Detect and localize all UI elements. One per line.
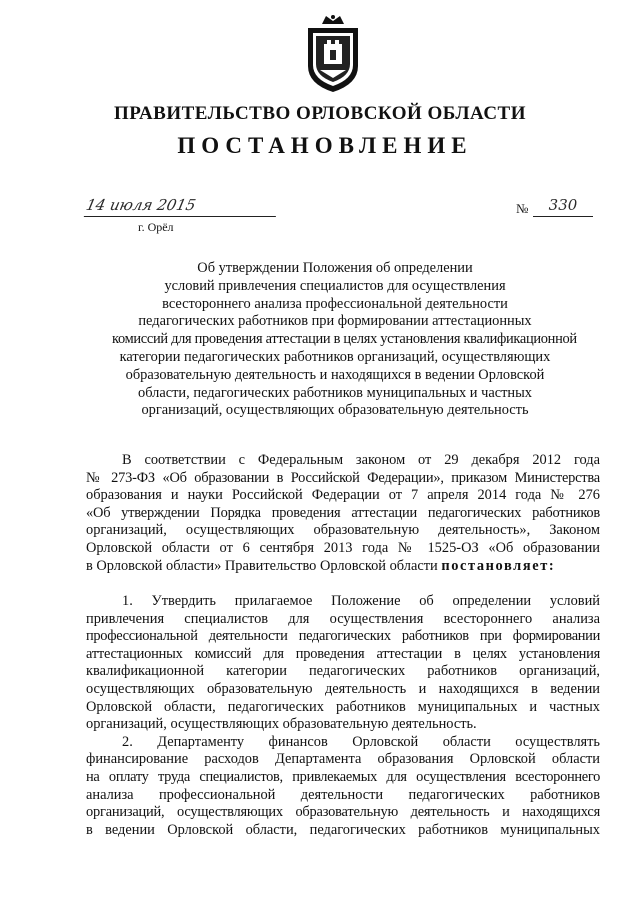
coat-of-arms-icon (302, 14, 364, 94)
decree-title (112, 260, 577, 420)
text-fragment: в Орловской области» Правительство Орловской области (86, 557, 438, 574)
text-line: аттестационных комиссий для проведения аттестации в целях установления (86, 645, 600, 662)
text-line: квалификационной категории педагогических работников организаций, (86, 663, 600, 680)
text-line: № 273-ФЗ «Об образовании в Российской Федерации», приказом Министерства (86, 469, 600, 486)
text-line (86, 558, 600, 576)
title-line: педагогических работников при формировании аттестационных (138, 313, 532, 330)
text-line: в ведении Орловской области, педагогических работников муниципальных (86, 821, 600, 838)
item-1-paragraph (86, 593, 600, 839)
text-line: организаций, осуществляющих образовательную деятельность. (86, 716, 477, 733)
document-type: ПОСТАНОВЛЕНИЕ (177, 133, 473, 158)
text-line: организаций, осуществляющих образовательную деятельность и находящихся (86, 804, 600, 821)
text-line: организаций, осуществляющих образовательную деятельность», Законом (86, 522, 600, 539)
number-label: № (516, 201, 529, 216)
city-label: г. Орёл (138, 220, 174, 234)
text-line: на оплату труда специалистов, привлекаемых для осуществления всестороннего (86, 768, 600, 785)
text-line: финансирование расходов Департамента образования Орловской области (86, 751, 600, 768)
title-line: области, педагогических работников муниципальных и частных (138, 384, 532, 401)
text-line: профессиональной деятельности педагогических работников при формировании (86, 628, 600, 645)
text-line: Орловской области от 6 сентября 2013 года № 1525-ОЗ «Об образовании (86, 539, 600, 556)
title-line: образовательную деятельность и находящихся в ведении Орловской (125, 366, 545, 383)
resolve-keyword: постановляет: (441, 557, 556, 574)
title-line: всестороннего анализа профессиональной деятельности (162, 295, 508, 312)
title-line: Об утверждении Положения об определении (197, 260, 473, 276)
text-line: привлечения специалистов для осуществления всестороннего анализа (86, 610, 600, 627)
text-line: 1. Утвердить прилагаемое Положение об определении условий (122, 593, 600, 609)
preamble-paragraph (86, 452, 600, 575)
title-line: организаций, осуществляющих образовательную деятельность (141, 402, 529, 419)
text-line: образования и науки Российской Федерации от 7 апреля 2014 года № 276 (86, 487, 600, 504)
text-line: В соответствии с Федеральным законом от 29 декабря 2012 года (122, 452, 600, 468)
title-line: категории педагогических работников организаций, осуществляющих (119, 348, 551, 365)
text-line: «Об утверждении Порядка проведения аттестации педагогических работников (86, 504, 600, 521)
handwritten-number: 330 (533, 196, 593, 217)
text-line: анализа профессиональной деятельности педагогических работников (86, 786, 600, 803)
text-line: осуществляющих образовательную деятельность и находящихся в ведении (86, 680, 600, 697)
text-line: 2. Департаменту финансов Орловской области осуществлять (122, 733, 600, 750)
title-line: условий привлечения специалистов для осуществления (164, 277, 506, 294)
title-line: комиссий для проведения аттестации в целях установления квалификационной (112, 331, 577, 348)
government-name: ПРАВИТЕЛЬСТВО ОРЛОВСКОЙ ОБЛАСТИ (113, 103, 526, 124)
text-line: Орловской области, педагогических работников муниципальных и частных (86, 698, 600, 715)
handwritten-date: 14 июля 2015 (84, 196, 280, 217)
